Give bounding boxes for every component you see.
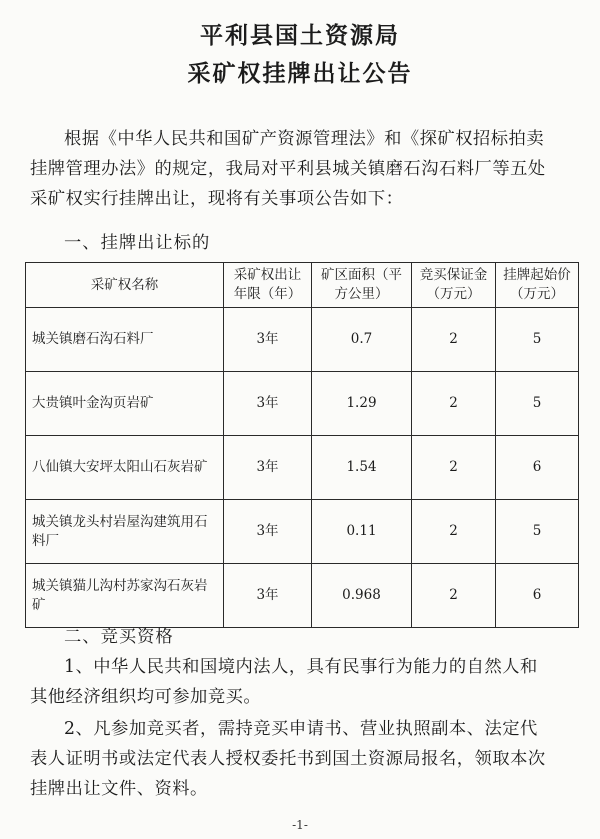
cell-name: 大贵镇叶金沟页岩矿 [26,372,224,436]
document-subtitle: 采矿权挂牌出让公告 [187,61,413,87]
cell-years: 3年 [224,564,312,628]
mining-rights-table [25,262,579,628]
header-name: 采矿权名称 [26,263,224,308]
cell-area: 1.54 [312,436,412,500]
cell-deposit: 2 [412,372,496,436]
table-row [26,372,579,436]
cell-deposit: 2 [412,308,496,372]
qualification-item-2 [30,714,575,804]
table-row [26,308,579,372]
cell-area: 0.11 [312,500,412,564]
item2-line: 表人证明书或法定代表人授权委托书到国土资源局报名，领取本次 [30,749,546,769]
header-deposit: 竞买保证金（万元） [412,263,496,308]
cell-price: 5 [496,500,579,564]
cell-years: 3年 [224,500,312,564]
table-row [26,436,579,500]
cell-name: 城关镇磨石沟石料厂 [26,308,224,372]
table-header-row [26,263,579,308]
cell-name: 八仙镇大安坪太阳山石灰岩矿 [26,436,224,500]
qualification-item-1 [30,652,575,712]
cell-deposit: 2 [412,436,496,500]
cell-price: 5 [496,308,579,372]
header-area: 矿区面积（平方公里） [312,263,412,308]
cell-name: 城关镇龙头村岩屋沟建筑用石料厂 [26,500,224,564]
cell-name: 城关镇猫儿沟村苏家沟石灰岩矿 [26,564,224,628]
cell-years: 3年 [224,308,312,372]
intro-line: 挂牌管理办法》的规定，我局对平利县城关镇磨石沟石料厂等五处 [30,159,546,179]
cell-price: 6 [496,564,579,628]
item1-line: 1、中华人民共和国境内法人，具有民事行为能力的自然人和 [64,657,538,677]
cell-area: 0.968 [312,564,412,628]
item2-line: 挂牌出让文件、资料。 [30,779,208,799]
section-heading-2: 二、竞买资格 [64,627,174,647]
cell-area: 0.7 [312,308,412,372]
table-row [26,500,579,564]
page-number: -1- [292,818,308,832]
header-price: 挂牌起始价（万元） [496,263,579,308]
item1-line: 其他经济组织均可参加竞买。 [30,687,262,707]
cell-deposit: 2 [412,500,496,564]
cell-deposit: 2 [412,564,496,628]
item2-line: 2、凡参加竞买者，需持竞买申请书、营业执照副本、法定代 [64,719,538,739]
cell-years: 3年 [224,436,312,500]
section-heading-1: 一、挂牌出让标的 [64,233,211,253]
cell-area: 1.29 [312,372,412,436]
cell-price: 5 [496,372,579,436]
cell-price: 6 [496,436,579,500]
header-years: 采矿权出让年限（年） [224,263,312,308]
table-row [26,564,579,628]
cell-years: 3年 [224,372,312,436]
document-title: 平利县国土资源局 [200,23,400,49]
intro-line: 采矿权实行挂牌出让，现将有关事项公告如下： [30,189,404,209]
intro-line: 根据《中华人民共和国矿产资源管理法》和《探矿权招标拍卖 [64,129,545,149]
intro-paragraph [30,124,575,214]
